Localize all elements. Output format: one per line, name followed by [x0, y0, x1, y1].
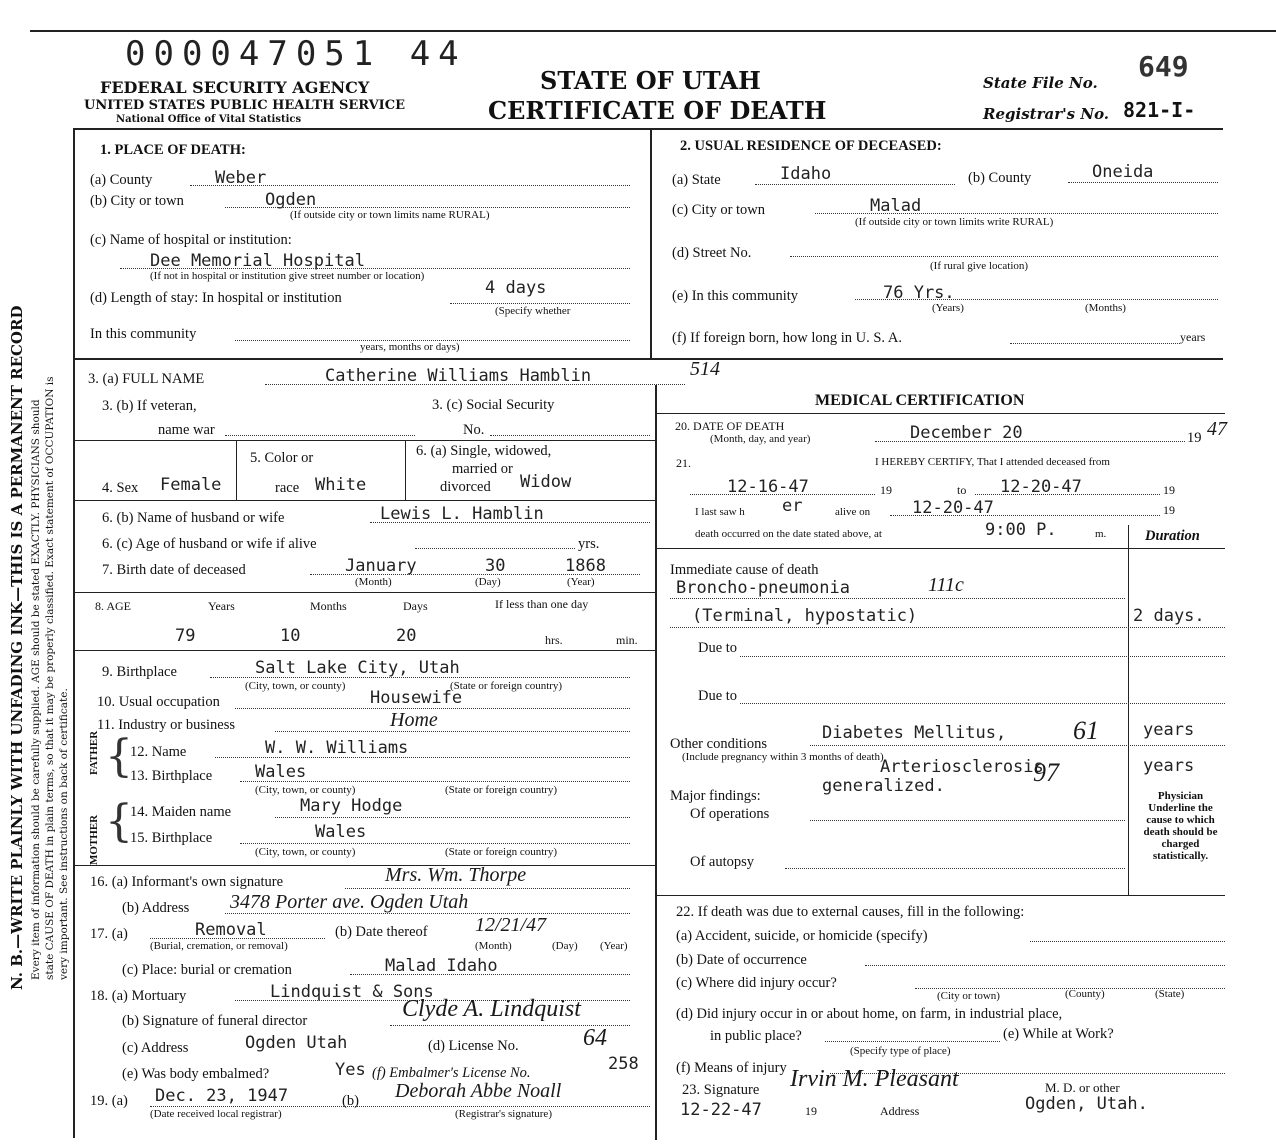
age-months: 10 [280, 626, 301, 646]
res-years-note: (Years) [932, 302, 964, 314]
father-state-note: (State or foreign country) [445, 784, 558, 796]
certificate-number: 000047051 44 [125, 34, 467, 74]
spouse-value: Lewis L. Hamblin [380, 504, 544, 524]
director-signature: Clyde A. Lindquist [402, 996, 581, 1022]
father-side-label: FATHER [88, 730, 100, 775]
registrar-b-label: (b) [342, 1093, 359, 1109]
spouse-label: 6. (b) Name of husband or wife [102, 510, 285, 526]
state-file-label: State File No. [983, 74, 1098, 92]
registrar-no-label: Registrar's No. [983, 105, 1110, 123]
father-name-label: 12. Name [130, 744, 187, 760]
instruction-line-1: Every item of information should be carefully supplied. AGE should be stated EXACTLY. PHYSICIANS should [30, 399, 42, 980]
informant-label: 16. (a) Informant's own signature [90, 874, 284, 890]
less-than-day-label: If less than one day [495, 597, 589, 611]
res-city-note: (If outside city or town limits write RURAL) [855, 216, 1054, 228]
hospital-label: (c) Name of hospital or institution: [90, 232, 292, 248]
age-years: 79 [175, 626, 196, 646]
cause-1-code: 111c [928, 574, 964, 596]
death-date-note: (Month, day, and year) [710, 433, 811, 445]
cause-1: Broncho-pneumonia [676, 578, 850, 598]
registrar-signature: Deborah Abbe Noall [395, 1080, 562, 1102]
month-note: (Month) [355, 576, 392, 588]
mortuary-address: Ogden Utah [245, 1033, 348, 1053]
mortuary-name: Lindquist & Sons [270, 982, 434, 1002]
registrar-date: Dec. 23, 1947 [155, 1086, 289, 1106]
mother-side-label: MOTHER [88, 814, 100, 865]
months-label: Months [310, 599, 347, 613]
sec-line-5 [73, 500, 655, 501]
external-state-note: (State) [1155, 988, 1185, 1000]
physician-note: Physician Underline the cause to which death should be charged statistically. [1143, 790, 1218, 862]
immediate-cause-label: Immediate cause of death [670, 562, 819, 578]
hospital-value: Dee Memorial Hospital [150, 251, 365, 271]
bp-city-note: (City, town, or county) [245, 680, 346, 692]
community-label: In this community [90, 326, 197, 342]
burial-label: 17. (a) [90, 926, 128, 942]
external-title: 22. If death was due to external causes, fill in the following: [676, 904, 1025, 920]
occupation-label: 10. Usual occupation [97, 694, 220, 710]
death-year-prefix: 19 [1187, 430, 1202, 446]
external-e: (e) While at Work? [1003, 1026, 1114, 1042]
cause-1b: (Terminal, hypostatic) [692, 606, 918, 626]
age-label: 8. AGE [95, 599, 131, 613]
sex-value: Female [160, 475, 222, 495]
form-title: CERTIFICATE OF DEATH [488, 96, 827, 125]
alive-label: alive on [835, 506, 871, 518]
form-left-line [73, 128, 75, 1138]
res-state-label: (a) State [672, 172, 721, 188]
lower-divider [655, 385, 657, 1140]
registrar-number: 821-I- [1123, 98, 1196, 122]
burial-type-note: (Burial, cremation, or removal) [150, 940, 288, 952]
name-code: 514 [690, 358, 720, 380]
marital-label: 6. (a) Single, widowed, [416, 443, 552, 459]
other-2: Arteriosclerosis [880, 757, 1044, 777]
father-name-value: W. W. Williams [265, 738, 409, 758]
last-saw-label: I last saw h [695, 506, 745, 518]
office-name: National Office of Vital Statistics [116, 114, 302, 125]
race-value: White [315, 475, 367, 495]
death-date-label: 20. DATE OF DEATH [675, 419, 785, 433]
mother-state-note: (State or foreign country) [445, 846, 558, 858]
res-city-value: Malad [870, 196, 922, 216]
sign-address: Ogden, Utah. [1025, 1094, 1148, 1114]
marital-label-2: married or [452, 461, 513, 477]
sign-date: 12-22-47 [680, 1100, 762, 1120]
embalmer-license-label: (f) Embalmer's License No. [372, 1065, 531, 1081]
ss-label: 3. (c) Social Security [432, 397, 555, 413]
sec-line-3 [73, 592, 655, 593]
other-2b: generalized. [822, 776, 945, 796]
informant-address: 3478 Porter ave. Ogden Utah [230, 891, 469, 913]
mother-city-note: (City, town, or county) [255, 846, 356, 858]
marital-value: Widow [520, 472, 572, 492]
informant-address-label: (b) Address [122, 900, 190, 916]
m-label: m. [1095, 528, 1107, 540]
year-note: (Year) [567, 576, 595, 588]
father-city-note: (City, town, or county) [255, 784, 356, 796]
sec-line-2 [73, 440, 655, 441]
bp-state-note: (State or foreign country) [450, 680, 563, 692]
cause-1-duration: 2 days. [1133, 606, 1205, 626]
from-19: 19 [880, 483, 892, 497]
service-name: UNITED STATES PUBLIC HEALTH SERVICE [84, 98, 406, 113]
veteran-label: 3. (b) If veteran, [102, 398, 197, 414]
community-note: years, months or days) [360, 341, 460, 353]
place-county-label: (a) County [90, 172, 153, 188]
to-19: 19 [1163, 483, 1175, 497]
mother-bp-value: Wales [315, 822, 367, 842]
director-label: (b) Signature of funeral director [122, 1013, 308, 1029]
race-divider [405, 440, 406, 500]
attended-to: 12-20-47 [1000, 477, 1082, 497]
last-saw-19: 19 [1163, 503, 1175, 517]
embalmer-license: 258 [608, 1054, 639, 1074]
external-a: (a) Accident, suicide, or homicide (specify) [676, 928, 928, 944]
res-community-value: 76 Yrs. [883, 283, 955, 303]
res-county-value: Oneida [1092, 162, 1154, 182]
autopsy-label: Of autopsy [690, 854, 755, 870]
father-brace: { [105, 731, 133, 782]
day-note: (Day) [475, 576, 501, 588]
informant-signature: Mrs. Wm. Thorpe [385, 864, 527, 886]
birth-year: 1868 [565, 556, 606, 576]
other-1-duration: years [1143, 720, 1195, 740]
burial-date: 12/21/47 [475, 914, 547, 936]
race-label: race [275, 480, 300, 496]
other-note: (Include pregnancy within 3 months of death) [682, 751, 884, 763]
full-name-label: 3. (a) FULL NAME [88, 371, 205, 387]
external-line [655, 895, 1225, 896]
duration-divider [1128, 525, 1129, 895]
burial-year-note: (Year) [600, 940, 628, 952]
instruction-line-3: very important. See instructions on back of certificate. [58, 688, 70, 980]
burial-day-note: (Day) [552, 940, 578, 952]
burial-place-label: (c) Place: burial or cremation [122, 962, 292, 978]
state-title: STATE OF UTAH [540, 66, 761, 95]
major-findings-label: Major findings: [670, 788, 761, 804]
place-city-label: (b) City or town [90, 193, 184, 209]
sign-address-label: Address [880, 1104, 920, 1118]
industry-label: 11. Industry or business [97, 717, 236, 733]
place-city-value: Ogden [265, 190, 317, 210]
external-d-note: (Specify type of place) [850, 1045, 951, 1057]
mortuary-label: 18. (a) Mortuary [90, 988, 187, 1004]
registrar-label: 19. (a) [90, 1093, 128, 1109]
res-months-note: (Months) [1085, 302, 1126, 314]
father-bp-value: Wales [255, 762, 307, 782]
birth-month: January [345, 556, 417, 576]
attended-from: 12-16-47 [727, 477, 809, 497]
occurred-label: death occurred on the date stated above, at [695, 528, 882, 540]
burial-type: Removal [195, 920, 267, 940]
form-top-line [73, 128, 1223, 130]
cert-text: I HEREBY CERTIFY, That I attended deceased from [875, 456, 1110, 468]
res-street-label: (d) Street No. [672, 245, 752, 261]
foreign-label: (f) If foreign born, how long in U. S. A. [672, 330, 902, 346]
external-county-note: (County) [1065, 988, 1105, 1000]
sign-19: 19 [805, 1104, 817, 1118]
sec-line-1 [73, 358, 1223, 360]
occupation-value: Housewife [370, 688, 463, 708]
license-value: 64 [583, 1025, 607, 1051]
years-label: Years [208, 599, 235, 613]
last-saw-her: er [782, 496, 803, 516]
hrs-label: hrs. [545, 633, 563, 647]
other-2-code: 97 [1033, 758, 1059, 787]
other-1-code: 61 [1073, 716, 1099, 745]
external-d: (d) Did injury occur in or about home, on farm, in industrial place, [676, 1006, 1063, 1022]
last-saw-date: 12-20-47 [912, 498, 994, 518]
external-c: (c) Where did injury occur? [676, 975, 837, 991]
marital-label-3: divorced [440, 479, 491, 495]
stay-label: (d) Length of stay: In hospital or institution [90, 290, 342, 306]
sec-line-6 [73, 865, 655, 866]
md-label: M. D. or other [1045, 1080, 1120, 1095]
external-b: (b) Date of occurrence [676, 952, 807, 968]
med-line [655, 413, 1225, 414]
war-label: name war [158, 422, 215, 438]
stay-note: (Specify whether [495, 305, 571, 317]
min-label: min. [616, 633, 638, 647]
ss-no-label: No. [463, 422, 485, 438]
death-year: 47 [1207, 418, 1227, 440]
signature-label: 23. Signature [682, 1082, 760, 1098]
res-county-label: (b) County [968, 170, 1032, 186]
upper-divider [650, 128, 652, 358]
industry-value: Home [390, 709, 438, 731]
res-state-value: Idaho [780, 164, 832, 184]
burial-place: Malad Idaho [385, 956, 498, 976]
birthplace-label: 9. Birthplace [102, 664, 177, 680]
death-time: 9:00 P. [985, 520, 1057, 540]
mortuary-address-label: (c) Address [122, 1040, 189, 1056]
place-county-value: Weber [215, 168, 267, 188]
state-file-number: 649 [1138, 50, 1189, 83]
other-conditions-label: Other conditions [670, 736, 768, 752]
color-label: 5. Color or [250, 450, 314, 466]
embalmed-label: (e) Was body embalmed? [122, 1066, 270, 1082]
mother-bp-label: 15. Birthplace [130, 830, 213, 846]
sex-label: 4. Sex [102, 480, 139, 496]
cert-label: 21. [676, 456, 691, 470]
res-city-label: (c) City or town [672, 202, 766, 218]
age-days: 20 [396, 626, 417, 646]
hospital-note: (If not in hospital or institution give street number or location) [150, 270, 425, 282]
death-date-value: December 20 [910, 423, 1023, 443]
to-label: to [957, 483, 967, 497]
burial-date-label: (b) Date thereof [335, 924, 428, 940]
other-2-duration: years [1143, 756, 1195, 776]
other-1: Diabetes Mellitus, [822, 723, 1007, 743]
external-city-note: (City or town) [937, 990, 1000, 1002]
mother-maiden-label: 14. Maiden name [130, 804, 232, 820]
res-community-label: (e) In this community [672, 288, 799, 304]
birth-day: 30 [485, 556, 506, 576]
res-street-note: (If rural give location) [930, 260, 1029, 272]
birthdate-label: 7. Birth date of deceased [102, 562, 246, 578]
sec-line-4 [73, 650, 655, 651]
registrar-date-note: (Date received local registrar) [150, 1108, 282, 1120]
father-bp-label: 13. Birthplace [130, 768, 213, 784]
due-to-1-label: Due to [698, 640, 738, 656]
burial-month-note: (Month) [475, 940, 512, 952]
external-d2: in public place? [710, 1028, 802, 1044]
med-line-2 [655, 548, 1225, 549]
place-city-note: (If outside city or town limits name RURAL) [290, 209, 490, 221]
registrar-sig-note: (Registrar's signature) [455, 1108, 552, 1120]
mother-maiden-value: Mary Hodge [300, 796, 403, 816]
duration-label: Duration [1145, 528, 1200, 544]
stay-value: 4 days [485, 278, 547, 298]
permanent-record-note: N. B.—WRITE PLAINLY WITH UNFADING INK—THIS IS A PERMANENT RECORD [8, 305, 26, 990]
embalmed-value: Yes [335, 1060, 366, 1080]
days-label: Days [403, 599, 428, 613]
medical-title: MEDICAL CERTIFICATION [815, 392, 1025, 409]
place-title: 1. PLACE OF DEATH: [100, 142, 246, 158]
external-f: (f) Means of injury [676, 1060, 787, 1076]
top-border [30, 30, 1276, 32]
residence-title: 2. USUAL RESIDENCE OF DECEASED: [680, 138, 942, 154]
spouse-yrs: yrs. [578, 536, 600, 552]
agency-name: FEDERAL SECURITY AGENCY [100, 78, 370, 97]
instruction-line-2: state CAUSE OF DEATH in plain terms, so that it may be properly classified. Exact statement of OCCUPATION is [44, 376, 56, 980]
foreign-years: years [1180, 330, 1206, 344]
mother-brace: { [105, 796, 133, 847]
due-to-2-label: Due to [698, 688, 738, 704]
birthplace-value: Salt Lake City, Utah [255, 658, 460, 678]
full-name-value: Catherine Williams Hamblin [325, 366, 592, 386]
physician-signature: Irvin M. Pleasant [790, 1066, 959, 1092]
sex-divider [236, 440, 237, 500]
operations-label: Of operations [690, 806, 770, 822]
license-label: (d) License No. [428, 1038, 519, 1054]
spouse-age-label: 6. (c) Age of husband or wife if alive [102, 536, 317, 552]
